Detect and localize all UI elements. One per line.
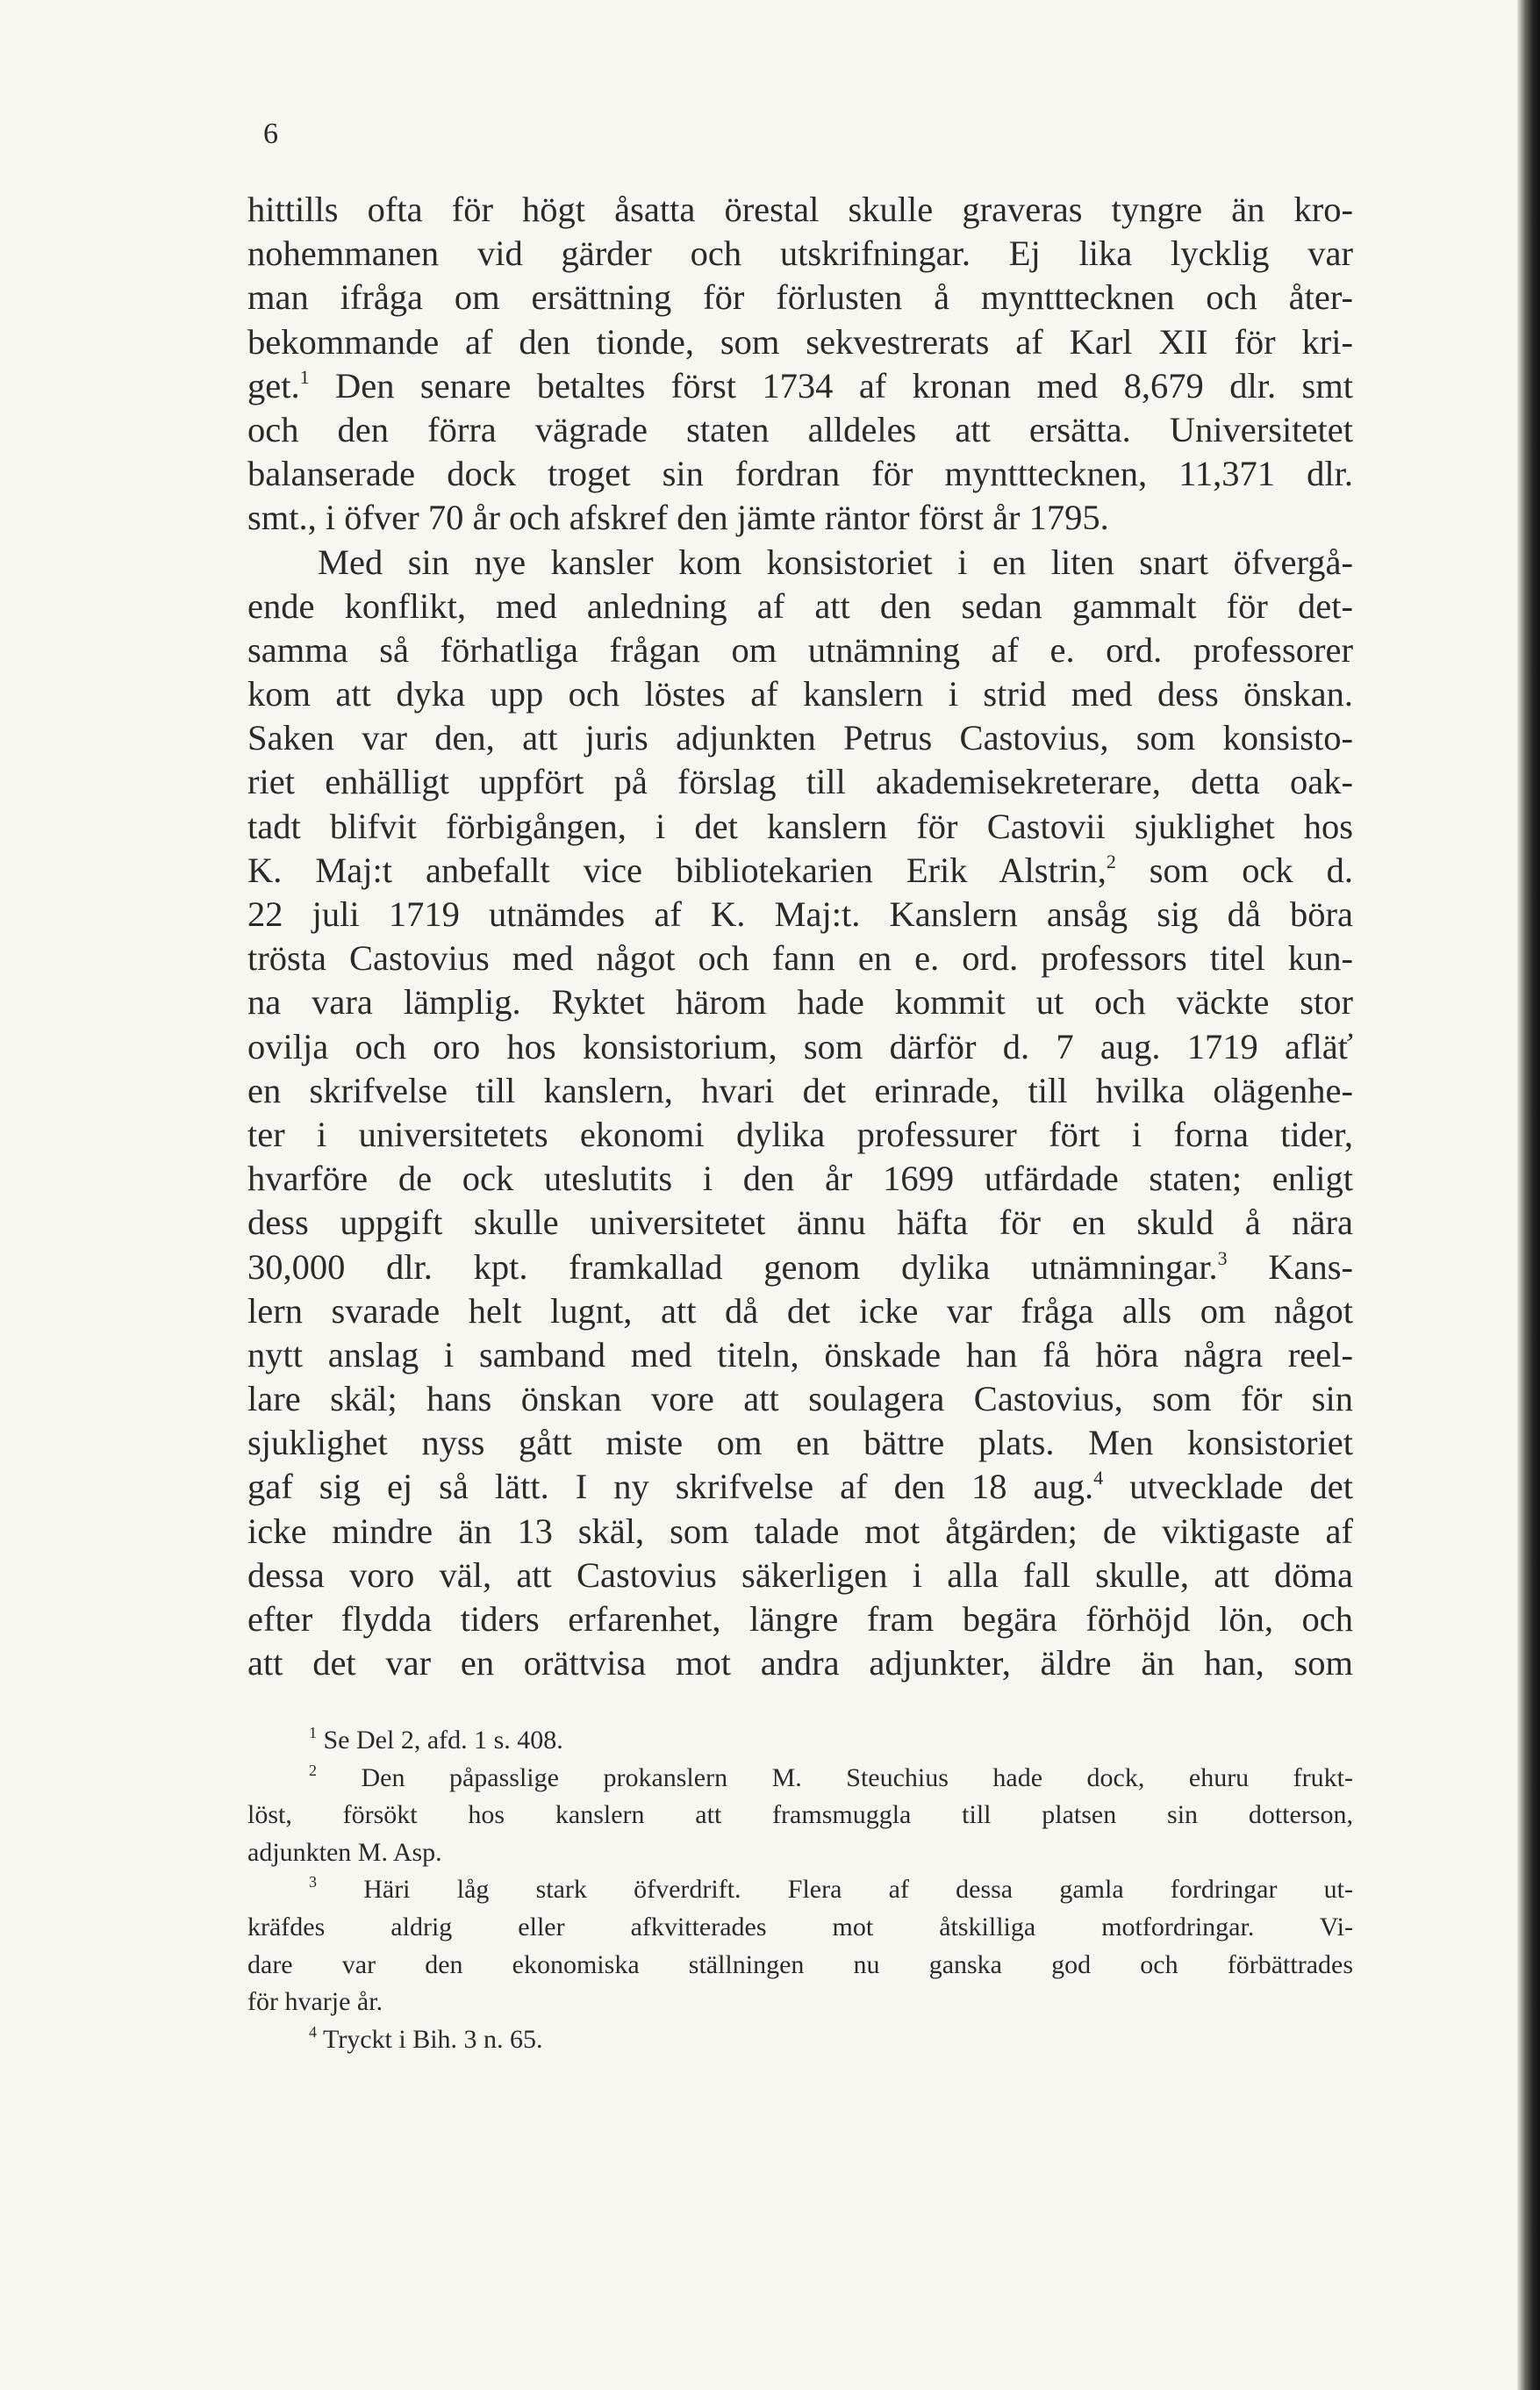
text-line: gaf sig ej så lätt. I ny skrifvelse af den 18 aug.$^4$ utvecklade det bbox=[247, 1467, 1353, 1507]
text-line: 30,000 dlr. kpt. framkallad genom dylika utnämningar.$^3$ Kans- bbox=[247, 1246, 1353, 1287]
text-line: Saken var den, att juris adjunkten Petrus Castovius, som konsisto- bbox=[247, 718, 1353, 758]
text-line: Med sin nye kansler kom konsistoriet i en liten snart öfvergå- bbox=[318, 542, 1353, 582]
text-line: sjuklighet nyss gått miste om en bättre plats. Men konsistoriet bbox=[247, 1423, 1353, 1463]
text-line: samma så förhatliga frågan om utnämning af e. ord. professorer bbox=[247, 629, 1353, 670]
text-line: och den förra vägrade staten alldeles att ersätta. Universitetet bbox=[247, 409, 1353, 449]
text-line: hittills ofta för högt åsatta örestal skulle graveras tyngre än kro- bbox=[247, 190, 1353, 229]
text-line: 22 juli 1719 utnämdes af K. Maj:t. Kanslern ansåg sig då böra bbox=[247, 894, 1353, 934]
footnotes bbox=[247, 1722, 1353, 2058]
text-line: ovilja och oro hos konsistorium, som därför d. 7 aug. 1719 afläť bbox=[247, 1026, 1353, 1066]
footnote-marker: 3 bbox=[1217, 1246, 1228, 1269]
text-line: nohemmanen vid gärder och utskrifningar. Ej lika lycklig var bbox=[247, 233, 1353, 274]
text-line: bekommande af den tionde, som sekvestrerats af Karl XII för kri- bbox=[247, 321, 1353, 362]
footnote-line: $^1$ Se Del 2, afd. 1 s. 408. bbox=[309, 1724, 563, 1755]
text-line: efter flydda tiders erfarenhet, längre fram begära förhöjd lön, och bbox=[247, 1599, 1353, 1639]
footnote-marker: 1 bbox=[299, 365, 310, 388]
footnote-line: för hvarje år. bbox=[247, 1987, 383, 2017]
text-line: nytt anslag i samband med titeln, önskade han få höra några reel- bbox=[247, 1334, 1353, 1374]
page-number: 6 bbox=[263, 118, 278, 150]
footnote-line: $^4$ Tryckt i Bih. 3 n. 65. bbox=[309, 2022, 543, 2054]
footnote-line: adjunkten M. Asp. bbox=[247, 1837, 442, 1867]
text-line: dessa voro väl, att Castovius säkerligen i alla fall skulle, att döma bbox=[247, 1554, 1353, 1595]
text-line: lern svarade helt lugnt, att då det icke var fråga alls om något bbox=[247, 1290, 1353, 1331]
footnote-number: 1 bbox=[309, 1724, 317, 1741]
text-line: en skrifvelse till kanslern, hvari det erinrade, till hvilka olägenhe- bbox=[247, 1070, 1353, 1110]
text-line: lare skäl; hans önskan vore att soulagera Castovius, som för sin bbox=[247, 1379, 1353, 1419]
text-line: ende konflikt, med anledning af att den sedan gammalt för det- bbox=[247, 585, 1353, 626]
text-line: dess uppgift skulle universitetet ännu häfta för en skuld å nära bbox=[247, 1202, 1353, 1243]
text-line: ter i universitetets ekonomi dylika professurer fört i forna tider, bbox=[247, 1114, 1353, 1154]
body-text bbox=[247, 188, 1353, 1685]
text-line: man ifråga om ersättning för förlusten å myntttecknen och åter- bbox=[247, 277, 1353, 318]
footnote-marker: 2 bbox=[1106, 850, 1116, 872]
text-line: smt., i öfver 70 år och afskref den jämte räntor först år 1795. bbox=[247, 498, 1109, 538]
footnote-number: 4 bbox=[309, 2022, 317, 2041]
text-line: hvarföre de ock uteslutits i den år 1699 utfärdade staten; enligt bbox=[247, 1159, 1353, 1199]
text-line: icke mindre än 13 skäl, som talade mot åtgärden; de viktigaste af bbox=[247, 1511, 1353, 1551]
text-line: riet enhälligt uppfört på förslag till akademisekreterare, detta oak- bbox=[247, 762, 1353, 802]
text-line: K. Maj:t anbefallt vice bibliotekarien Erik Alstrin,$^2$ som ock d. bbox=[247, 850, 1353, 890]
text-line: get.$^1$ Den senare betaltes först 1734 af kronan med 8,679 dlr. smt bbox=[247, 365, 1353, 406]
book-spine-edge bbox=[1517, 0, 1540, 2390]
footnote-line: $^2$ Den påpasslige prokanslern M. Steuchius hade dock, ehuru frukt- bbox=[309, 1761, 1353, 1792]
footnote-number: 2 bbox=[309, 1761, 317, 1779]
footnote-line: kräfdes aldrig eller afkvitterades mot åtskilliga motfordringar. Vi- bbox=[247, 1912, 1353, 1941]
text-line: trösta Castovius med något och fann en e. ord. professors titel kun- bbox=[247, 938, 1353, 979]
footnote-line: $^3$ Häri låg stark öfverdrift. Flera af dessa gamla fordringar ut- bbox=[309, 1873, 1353, 1905]
text-line: att det var en orättvisa mot andra adjunkter, äldre än han, som bbox=[247, 1643, 1353, 1683]
text-line: kom att dyka upp och löstes af kanslern i strid med dess önskan. bbox=[247, 674, 1353, 714]
footnote-line: dare var den ekonomiska ställningen nu ganska god och förbättrades bbox=[247, 1949, 1353, 1979]
text-line: na vara lämplig. Ryktet härom hade kommit ut och väckte stor bbox=[247, 982, 1353, 1023]
footnote-line: löst, försökt hos kanslern att framsmuggla till platsen sin dotterson, bbox=[247, 1800, 1353, 1830]
text-line: balanserade dock troget sin fordran för myntttecknen, 11,371 dlr. bbox=[247, 454, 1353, 494]
footnote-marker: 4 bbox=[1093, 1467, 1104, 1489]
text-line: tadt blifvit förbigången, i det kanslern för Castovii sjuklighet hos bbox=[247, 806, 1353, 846]
footnote-number: 3 bbox=[309, 1873, 317, 1891]
